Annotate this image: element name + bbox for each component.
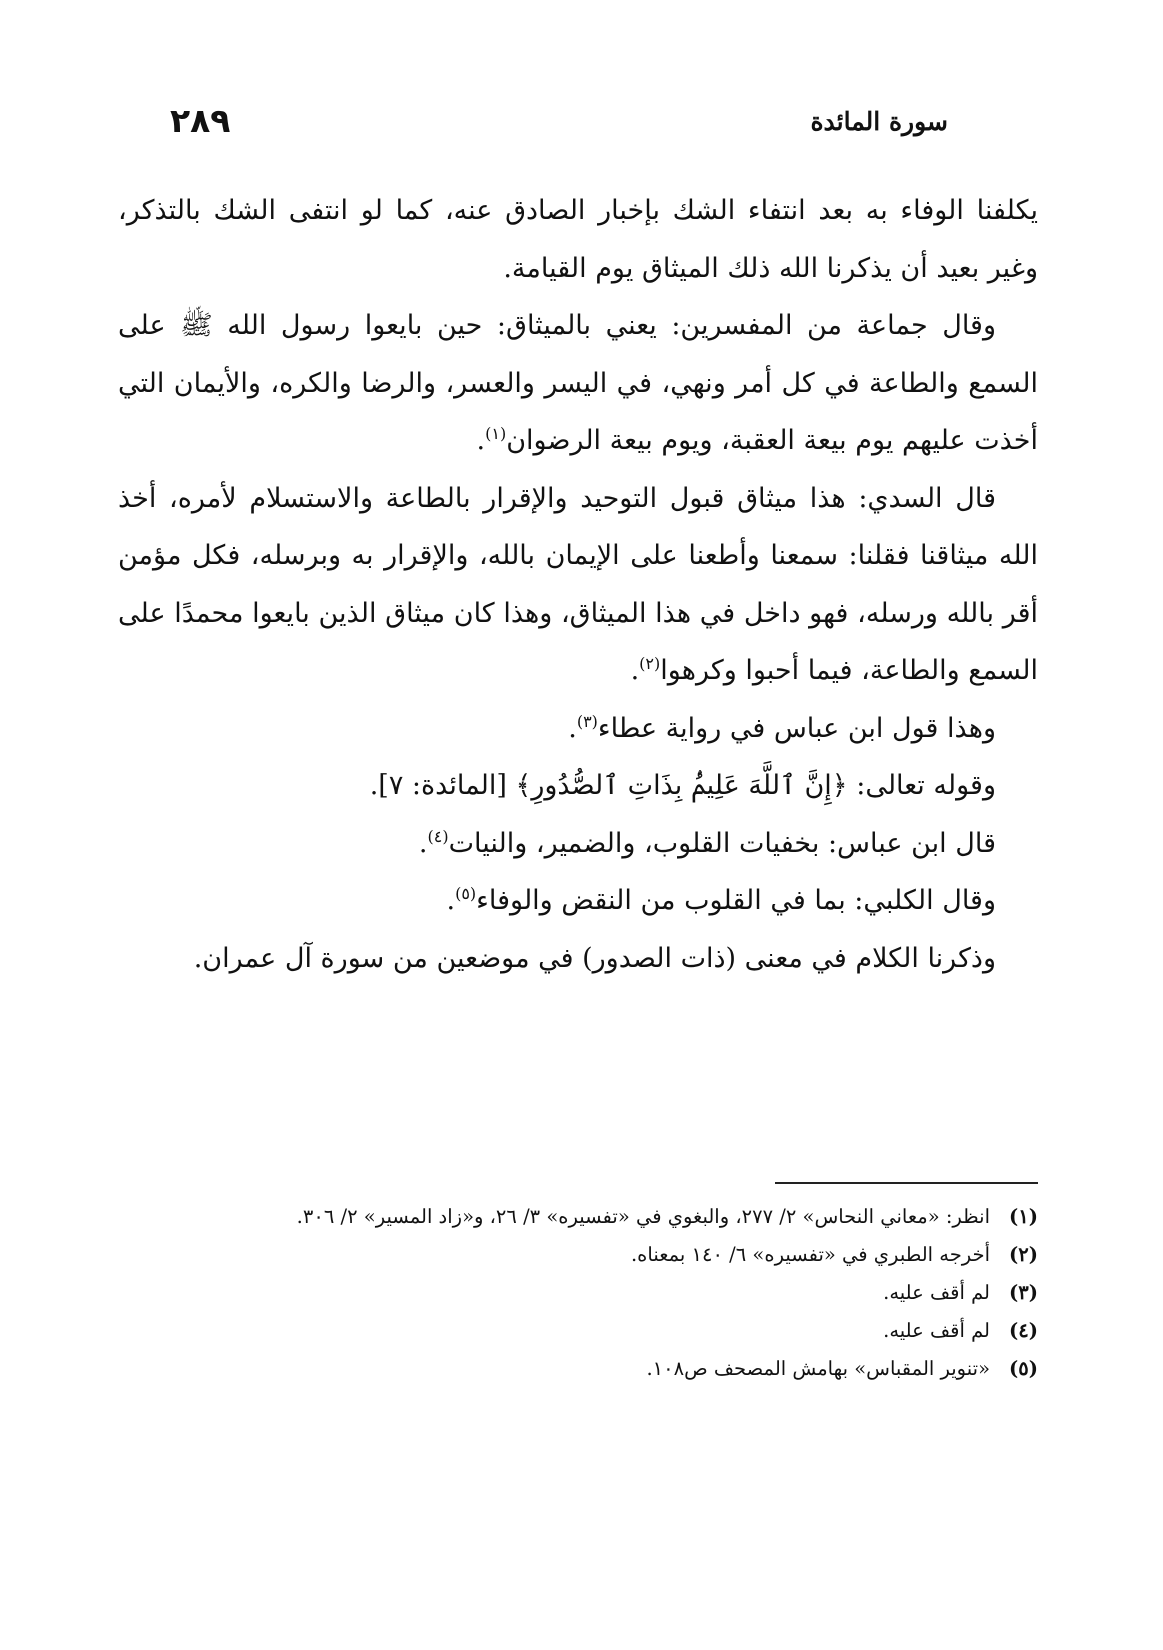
footnote-text: «تنوير المقباس» بهامش المصحف ص١٠٨. xyxy=(646,1357,990,1380)
quran-verse: ﴿إِنَّ ٱللَّهَ عَلِيمُۢ بِذَاتِ ٱلصُّدُورِ﴾ xyxy=(515,770,848,801)
paragraph-7-text: وقال الكلبي: بما في القلوب من النقض والوفاء xyxy=(476,885,996,916)
footnote-text: لم أقف عليه. xyxy=(883,1281,990,1304)
paragraph-6: قال ابن عباس: بخفيات القلوب، والضمير، والنيات$^{(٤)}$. xyxy=(418,826,996,859)
footnote-number: (٣) xyxy=(1009,1281,1038,1304)
paragraph-6-text: قال ابن عباس: بخفيات القلوب، والضمير، والنيات xyxy=(448,827,996,859)
footnote-text: انظر: «معاني النحاس» ٢/ ٢٧٧، والبغوي في «تفسيره» ٣/ ٢٦، و«زاد المسير» ٢/ ٣٠٦. xyxy=(296,1205,990,1228)
paragraph-8-text: وذكرنا الكلام في معنى (ذات الصدور) في موضعين من سورة آل عمران. xyxy=(193,942,996,974)
footnote-number: (٢) xyxy=(1009,1243,1038,1266)
footnote-text: أخرجه الطبري في «تفسيره» ٦/ ١٤٠ بمعناه. xyxy=(630,1243,990,1266)
page-header xyxy=(170,95,948,145)
footnote-number: (٤) xyxy=(1009,1319,1038,1342)
paragraph-8 xyxy=(118,930,1038,988)
surah-title: سورة المائدة xyxy=(810,107,948,136)
verse-reference: [المائدة: ٧]. xyxy=(369,770,516,801)
footnote-divider xyxy=(775,1182,1038,1184)
footnote-number: (٥) xyxy=(1009,1357,1038,1380)
paragraph-3-text: قال السدي: هذا ميثاق قبول التوحيد والإقرار بالطاعة والاستسلام لأمره، أخذ الله ميثاقنا فقلنا: سمعنا وأطعنا على الإيمان بالله، والإقرار به وبرسله، فكل مؤمن أقر بالله ورسله، فهو داخل في هذا الميثاق، وهذا كان ميثاق الذين بايعوا محمدًا على السمع والطاعة، فيما أحبوا وكرهوا xyxy=(118,482,1038,686)
footnote-text: لم أقف عليه. xyxy=(883,1319,990,1342)
paragraph-5 xyxy=(118,757,1038,815)
footnote-ref-3[interactable]: (٣) xyxy=(576,711,598,731)
footnote-4 xyxy=(118,1312,1038,1350)
footnote-2 xyxy=(118,1236,1038,1274)
paragraph-3: قال السدي: هذا ميثاق قبول التوحيد والإقرار بالطاعة والاستسلام لأمره، أخذ الله ميثاقنا فقلنا: سمعنا وأطعنا على الإيمان بالله، والإقرار به وبرسله، فكل مؤمن أقر بالله ورسله، فهو داخل في هذا الميثاق، وهذا كان ميثاق الذين بايعوا محمدًا على السمع والطاعة، فيما أحبوا وكرهوا$^{(٢)}$. xyxy=(118,482,1038,686)
footnote-ref-4[interactable]: (٤) xyxy=(427,826,449,846)
paragraph-4: وهذا قول ابن عباس في رواية عطاء$^{(٣)}$. xyxy=(568,711,996,744)
paragraph-7: وقال الكلبي: بما في القلوب من النقض والوفاء$^{(٥)}$. xyxy=(446,884,996,916)
page-number: ٢٨٩ xyxy=(170,101,231,140)
paragraph-4-text: وهذا قول ابن عباس في رواية عطاء xyxy=(597,712,996,744)
paragraph-5-intro: وقوله تعالى: xyxy=(847,770,996,801)
footnote-number: (١) xyxy=(1009,1205,1038,1228)
paragraph-1-text: يكلفنا الوفاء به بعد انتفاء الشك بإخبار الصادق عنه، كما لو انتفى الشك بالتذكر، وغير بعيد أن يذكرنا الله ذلك الميثاق يوم القيامة. xyxy=(118,195,1038,284)
paragraph-2: وقال جماعة من المفسرين: يعني بالميثاق: حين بايعوا رسول الله ﷺ على السمع والطاعة في كل أمر ونهي، في اليسر والعسر، والرضا والكره، والأيمان التي أخذت عليهم يوم بيعة العقبة، ويوم بيعة الرضوان$^{(١)}$. xyxy=(118,310,1038,456)
paragraph-2-text: وقال جماعة من المفسرين: يعني بالميثاق: حين بايعوا رسول الله ﷺ على السمع والطاعة في كل أمر ونهي، في اليسر والعسر، والرضا والكره، والأيمان التي أخذت عليهم يوم بيعة العقبة، ويوم بيعة الرضوان xyxy=(118,310,1038,456)
footnote-5 xyxy=(118,1350,1038,1388)
paragraph-1 xyxy=(118,182,1038,297)
footnote-3 xyxy=(118,1274,1038,1312)
footnotes xyxy=(118,1198,1038,1388)
main-text xyxy=(118,182,1038,987)
footnote-ref-1[interactable]: (١) xyxy=(485,424,507,443)
footnote-ref-2[interactable]: (٢) xyxy=(639,654,661,673)
footnote-1 xyxy=(118,1198,1038,1236)
footnote-ref-5[interactable]: (٥) xyxy=(455,884,477,903)
